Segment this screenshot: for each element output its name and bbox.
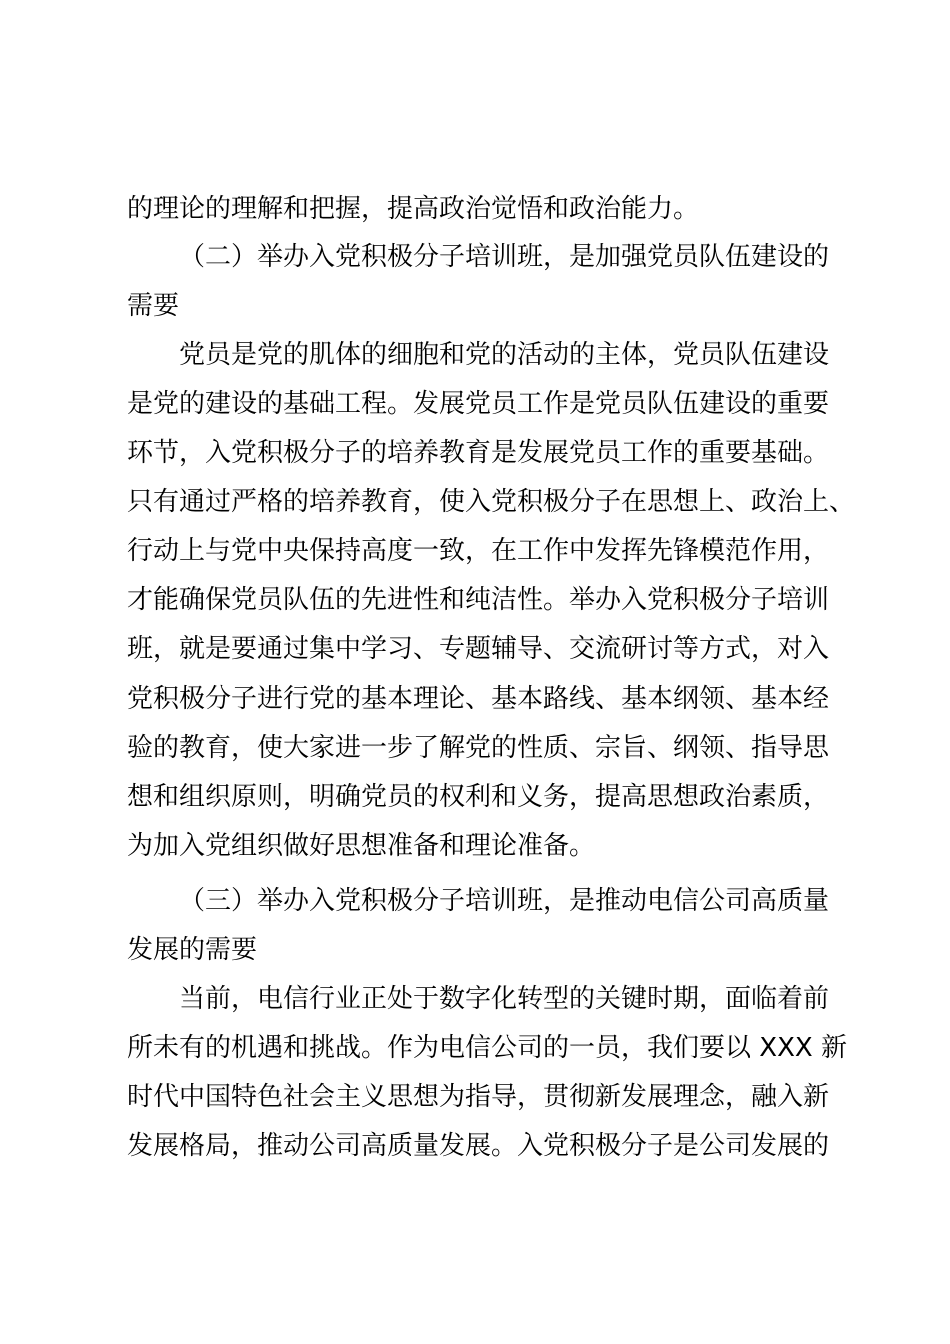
body-text-line: 环节，入党积极分子的培养教育是发展党员工作的重要基础。: [127, 438, 830, 468]
section-heading-line: 发展的需要: [127, 935, 258, 965]
body-text-line: 想和组织原则，明确党员的权利和义务，提高思想政治素质，: [127, 782, 830, 812]
section-heading-line: 需要: [127, 291, 180, 321]
body-text-line: 党员是党的肌体的细胞和党的活动的主体，党员队伍建设: [179, 340, 830, 370]
section-heading-line: （二）举办入党积极分子培训班，是加强党员队伍建设的: [179, 242, 830, 272]
body-text-line: 只有通过严格的培养教育，使入党积极分子在思想上、政治上、: [127, 487, 856, 517]
body-text-line: 所未有的机遇和挑战。作为电信公司的一员，我们要以 XXX 新: [127, 1033, 847, 1063]
body-text-line: 发展格局，推动公司高质量发展。入党积极分子是公司发展的: [127, 1131, 830, 1161]
body-text-line: 验的教育，使大家进一步了解党的性质、宗旨、纲领、指导思: [127, 733, 830, 763]
body-text-line: 党积极分子进行党的基本理论、基本路线、基本纲领、基本经: [127, 684, 830, 714]
body-text-line: 为加入党组织做好思想准备和理论准备。: [127, 831, 596, 861]
section-heading-line: （三）举办入党积极分子培训班，是推动电信公司高质量: [179, 886, 830, 916]
body-text-line: 班，就是要通过集中学习、专题辅导、交流研讨等方式，对入: [127, 634, 830, 664]
body-text-line: 才能确保党员队伍的先进性和纯洁性。举办入党积极分子培训: [127, 585, 830, 615]
body-text-line: 当前，电信行业正处于数字化转型的关键时期，面临着前: [179, 984, 830, 1014]
body-text-line: 是党的建设的基础工程。发展党员工作是党员队伍建设的重要: [127, 389, 830, 419]
body-text-line: 的理论的理解和把握，提高政治觉悟和政治能力。: [127, 194, 700, 224]
body-text-line: 时代中国特色社会主义思想为指导，贯彻新发展理念，融入新: [127, 1082, 830, 1112]
body-text-line: 行动上与党中央保持高度一致，在工作中发挥先锋模范作用，: [127, 536, 830, 566]
